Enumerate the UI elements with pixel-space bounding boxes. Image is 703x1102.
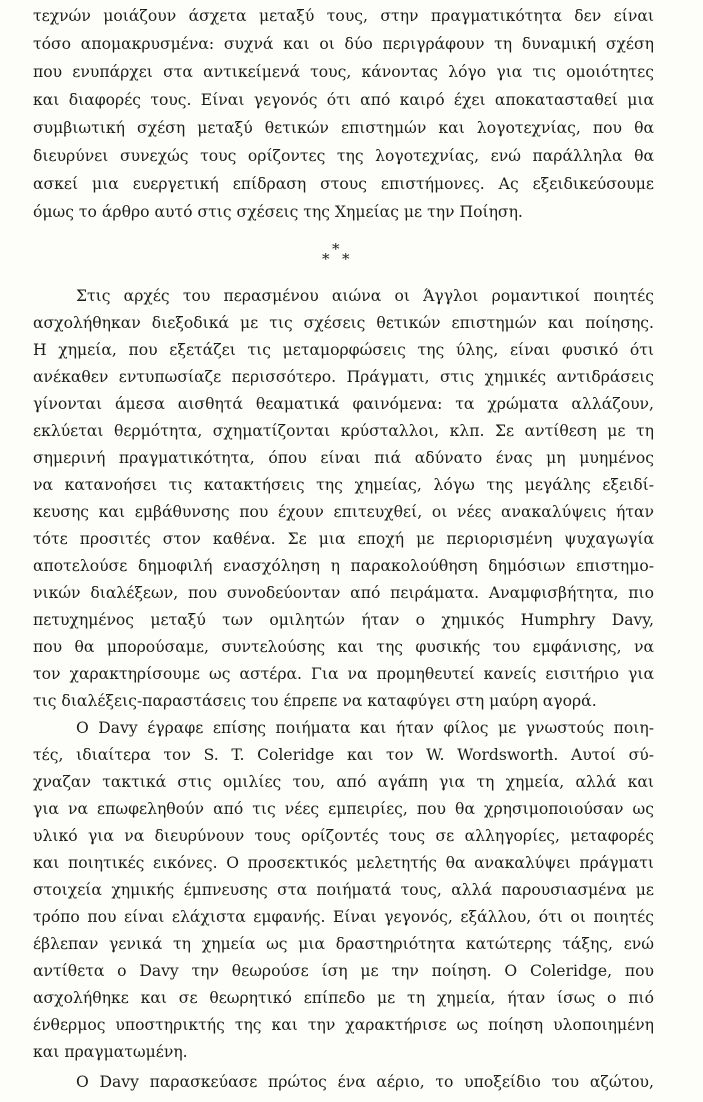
text-line: και ποιητικές εικόνες. Ο προσεκτικός μελετητής θα ανακαλύψει πράγματι <box>33 854 654 872</box>
separator-star: * <box>332 240 340 258</box>
text-line: τότε προσιτές στον καθένα. Σε μια εποχή με περιορισμένη ψυχαγωγία <box>33 530 654 548</box>
text-line: έβλεπαν γενικά τη χημεία ως μια δραστηριότητα κατώτερης τάξης, ενώ <box>33 935 654 953</box>
text-line: ανέκαθεν εντυπωσίαζε περισσότερο. Πράγματι, στις χημικές αντιδράσεις <box>33 368 654 386</box>
text-line: Ο Davy παρασκεύασε πρώτος ένα αέριο, το υποξείδιο του αζώτου, <box>76 1073 654 1091</box>
text-line: τές, ιδιαίτερα τον S. T. Coleridge και τον W. Wordsworth. Αυτοί σύ- <box>33 746 654 764</box>
text-line: γίνονται άμεσα αισθητά θεαματικά φαινόμενα: τα χρώματα αλλάζουν, <box>33 395 654 413</box>
text-line: συμβιωτική σχέση μεταξύ θετικών επιστημών και λογοτεχνίας, που θα <box>33 119 654 137</box>
text-line: τον χαρακτηρίσουμε ως αστέρα. Για να προμηθευτεί κανείς εισιτήριο για <box>33 665 654 683</box>
text-line: να κατανοήσει τις κατακτήσεις της χημείας, λόγω της μεγάλης εξειδί- <box>33 476 654 494</box>
text-line: για να επωφεληθούν από τις νέες εμπειρίες, που θα χρησιμοποιούσαν ως <box>33 800 654 818</box>
text-line: χναζαν τακτικά στις ομιλίες του, από αγάπη για τη χημεία, αλλά και <box>33 773 654 791</box>
text-line: Η χημεία, που εξετάζει τις μεταμορφώσεις της ύλης, είναι φυσικό ότι <box>33 341 654 359</box>
text-line: Στις αρχές του περασμένου αιώνα οι Άγγλοι ρομαντικοί ποιητές <box>76 287 654 305</box>
text-line: ασκεί μια ευεργετική επίδραση στους επιστήμονες. Ας εξειδικεύσουμε <box>33 175 654 193</box>
text-line: τρόπο που είναι ελάχιστα εμφανής. Είναι γεγονός, εξάλλου, ότι οι ποιητές <box>33 908 654 926</box>
text-line: κευσης και εμβάθυνσης που έχουν επιτευχθεί, οι νέες ανακαλύψεις ήταν <box>33 503 654 521</box>
text-line: αποτελούσε δημοφιλή ενασχόληση η παρακολούθηση δημόσιων επιστημο- <box>33 557 654 575</box>
text-line: που ενυπάρχει στα αντικείμενά τους, κάνοντας λόγο για τις ομοιότητες <box>33 63 654 81</box>
text-line: νικών διαλέξεων, που συνοδεύονταν από πειράματα. Αναμφισβήτητα, πιο <box>33 584 654 602</box>
section-separator <box>320 242 360 270</box>
separator-star: * <box>342 250 350 268</box>
text-line: Ο Davy έγραφε επίσης ποιήματα και ήταν φίλος με γνωστούς ποιη- <box>76 719 654 737</box>
text-line: πετυχημένος μεταξύ των ομιλητών ήταν ο χημικός Humphry Davy, <box>33 611 654 629</box>
text-line: υλικό για να διευρύνουν τους ορίζοντές τους σε αλληγορίες, μεταφορές <box>33 827 654 845</box>
text-line: ασχολήθηκαν διεξοδικά με τις σχέσεις θετικών επιστημών και ποίησης. <box>33 314 654 332</box>
text-line: όμως το άρθρο αυτό στις σχέσεις της Χημείας με την Ποίηση. <box>33 203 523 221</box>
text-line: διευρύνει συνεχώς τους ορίζοντες της λογοτεχνίας, ενώ παράλληλα θα <box>33 147 654 165</box>
text-line: τεχνών μοιάζουν άσχετα μεταξύ τους, στην πραγματικότητα δεν είναι <box>33 7 654 25</box>
text-line: και διαφορές τους. Είναι γεγονός ότι από καιρό έχει αποκατασταθεί μια <box>33 91 654 109</box>
text-line: και πραγματωμένη. <box>33 1043 188 1061</box>
text-line: ένθερμος υποστηρικτής της και την χαρακτήρισε ως ποίηση υλοποιημένη <box>33 1016 654 1034</box>
text-line: ασχολήθηκε και σε θεωρητικό επίπεδο με τη χημεία, ήταν ίσως ο πιό <box>33 989 654 1007</box>
text-line: εκλύεται θερμότητα, σχηματίζονται κρύσταλλοι, κλπ. Σε αντίθεση με τη <box>33 422 654 440</box>
text-line: που θα μπορούσαμε, συντελούσης και της φυσικής του εμφάνισης, να <box>33 638 654 656</box>
text-line: στοιχεία χημικής έμπνευσης στα ποιήματά τους, αλλά παρουσιασμένα με <box>33 881 654 899</box>
text-line: σημερινή πραγματικότητα, όπου είναι πιά αδύνατο ένας μη μυημένος <box>33 449 654 467</box>
text-line: τις διαλέξεις-παραστάσεις του έπρεπε να καταφύγει στη μαύρη αγορά. <box>33 692 597 710</box>
text-line: τόσο απομακρυσμένα: συχνά και οι δύο περιγράφουν τη δυναμική σχέση <box>33 35 654 53</box>
text-line: αντίθετα ο Davy την θεωρούσε ίση με την ποίηση. Ο Coleridge, που <box>33 962 654 980</box>
separator-star: * <box>322 250 330 268</box>
